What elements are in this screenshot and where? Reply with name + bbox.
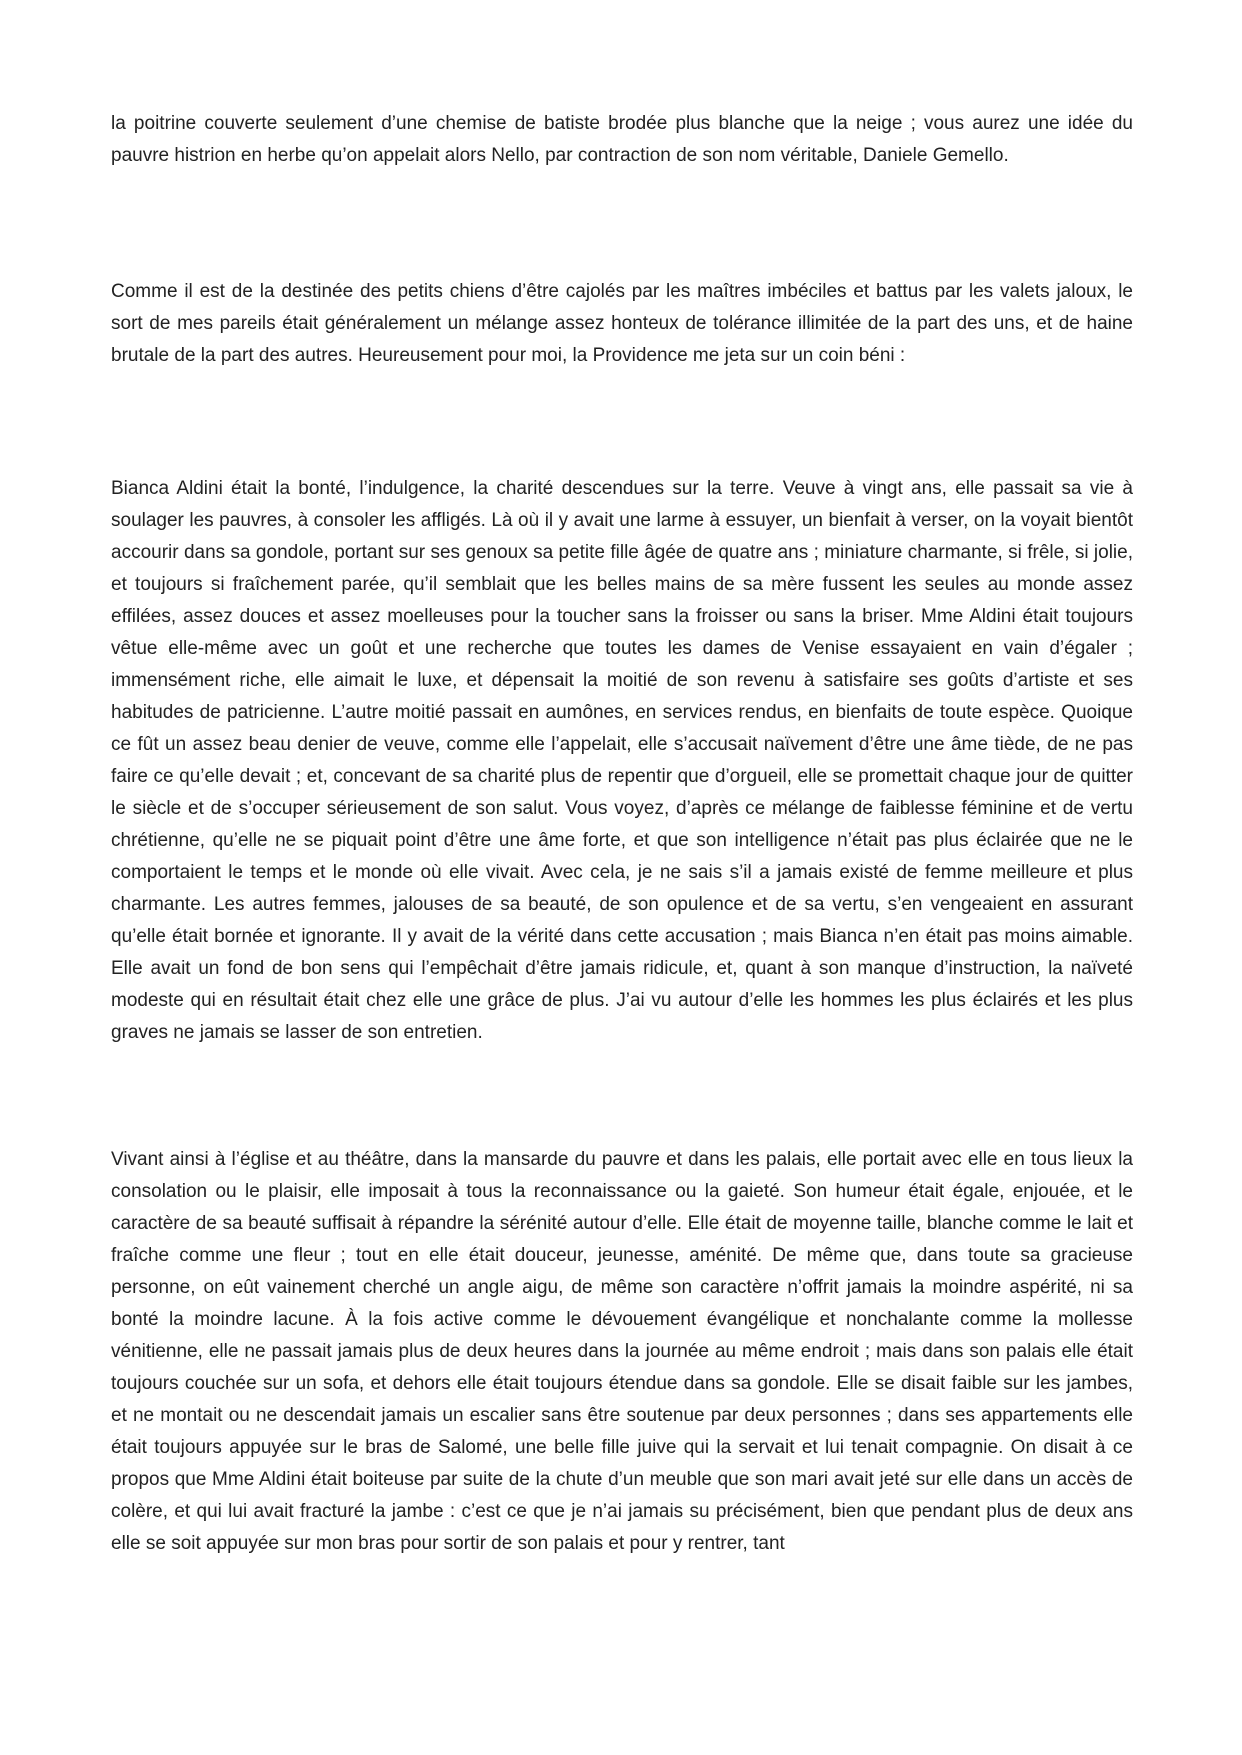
paragraph-2: Comme il est de la destinée des petits chiens d’être cajolés par les maîtres imbéciles et battus par les valets jaloux, le sort de mes pareils était généralement un mélange assez honteux de tolérance illimitée de la part des uns, et de haine brutale de la part des autres. Heureusement pour moi, la Providence me jeta sur un coin béni : [111, 281, 1133, 366]
paragraph-3: Bianca Aldini était la bonté, l’indulgence, la charité descendues sur la terre. Veuve à vingt ans, elle passait sa vie à soulager les pauvres, à consoler les affligés. Là où il y avait une larme à essuyer, un bienfait à verser, on la voyait bientôt accourir dans sa gondole, portant sur ses genoux sa petite fille âgée de quatre ans ; miniature charmante, si frêle, si jolie, et toujours si fraîchement parée, qu’il semblait que les belles mains de sa mère fussent les seules au monde assez effilées, assez douces et assez moelleuses pour la toucher sans la froisser ou sans la briser. Mme Aldini était toujours vêtue elle-même avec un goût et une recherche que toutes les dames de Venise essayaient en vain d’égaler ; immensément riche, elle aimait le luxe, et dépensait la moitié de son revenu à satisfaire ses goûts d’artiste et ses habitudes de patricienne. L’autre moitié passait en aumônes, en services rendus, en bienfaits de toute espèce. Quoique ce fût un assez beau denier de veuve, comme elle l’appelait, elle s’accusait naïvement d’être une âme tiède, de ne pas faire ce qu’elle devait ; et, concevant de sa charité plus de repentir que d’orgueil, elle se promettait chaque jour de quitter le siècle et de s’occuper sérieusement de son salut. Vous voyez, d’après ce mélange de faiblesse féminine et de vertu chrétienne, qu’elle ne se piquait point d’être une âme forte, et que son intelligence n’était pas plus éclairée que ne le comportaient le temps et le monde où elle vivait. Avec cela, je ne sais s’il a jamais existé de femme meilleure et plus charmante. Les autres femmes, jalouses de sa beauté, de son opulence et de sa vertu, s’en vengeaient en assurant qu’elle était bornée et ignorante. Il y avait de la vérité dans cette accusation ; mais Bianca n’en était pas moins aimable. Elle avait un fond de bon sens qui l’empêchait d’être jamais ridicule, et, quant à son manque d’instruction, la naïveté modeste qui en résultait était chez elle une grâce de plus. J’ai vu autour d’elle les hommes les plus éclairés et les plus graves ne jamais se lasser de son entretien. [111, 478, 1133, 1043]
paragraph-4: Vivant ainsi à l’église et au théâtre, dans la mansarde du pauvre et dans les palais, elle portait avec elle en tous lieux la consolation ou le plaisir, elle imposait à tous la reconnaissance ou la gaieté. Son humeur était égale, enjouée, et le caractère de sa beauté suffisait à répandre la sérénité autour d’elle. Elle était de moyenne taille, blanche comme le lait et fraîche comme une fleur ; tout en elle était douceur, jeunesse, aménité. De même que, dans toute sa gracieuse personne, on eût vainement cherché un angle aigu, de même son caractère n’offrit jamais la moindre aspérité, ni sa bonté la moindre lacune. À la fois active comme le dévouement évangélique et nonchalante comme la mollesse vénitienne, elle ne passait jamais plus de deux heures dans la journée au même endroit ; mais dans son palais elle était toujours couchée sur un sofa, et dehors elle était toujours étendue dans sa gondole. Elle se disait faible sur les jambes, et ne montait ou ne descendait jamais un escalier sans être soutenue par deux personnes ; dans ses appartements elle était toujours appuyée sur le bras de Salomé, une belle fille juive qui la servait et lui tenait compagnie. On disait à ce propos que Mme Aldini était boiteuse par suite de la chute d’un meuble que son mari avait jeté sur elle dans un accès de colère, et qui lui avait fracturé la jambe : c’est ce que je n’ai jamais su précisément, bien que pendant plus de deux ans elle se soit appuyée sur mon bras pour sortir de son palais et pour y rentrer, tant [111, 1149, 1133, 1554]
paragraph-1: la poitrine couverte seulement d’une chemise de batiste brodée plus blanche que la neige ; vous aurez une idée du pauvre histrion en herbe qu’on appelait alors Nello, par contraction de son nom véritable, Daniele Gemello. [111, 113, 1133, 166]
